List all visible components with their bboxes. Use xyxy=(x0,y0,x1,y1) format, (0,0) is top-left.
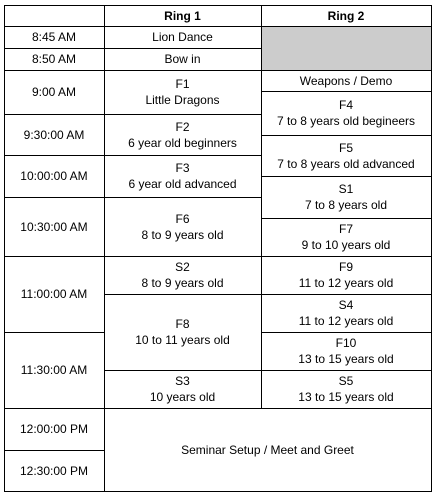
time-cell: 8:50 AM xyxy=(31,52,77,66)
ring2-event xyxy=(261,218,431,256)
time-cell: 11:30:00 AM xyxy=(20,363,88,377)
grid-line xyxy=(4,155,261,156)
event-description: 6 year old beginners xyxy=(128,135,237,150)
ring2-event xyxy=(261,135,431,176)
grid-line xyxy=(4,491,432,492)
grid-line xyxy=(4,408,432,409)
grid-line xyxy=(261,5,262,409)
grid-line xyxy=(104,5,105,492)
ring1-event xyxy=(104,114,261,155)
event-code: F4 xyxy=(338,98,353,112)
time-cell: 12:30:00 PM xyxy=(19,463,89,478)
event-code: F10 xyxy=(335,336,357,350)
ring2-event xyxy=(261,256,431,294)
grid-line xyxy=(104,294,261,295)
time-cell: 8:45 AM xyxy=(31,30,77,44)
event-description: 7 to 8 years old advanced xyxy=(277,156,415,171)
ring2-event xyxy=(261,370,431,408)
event-description: 13 to 15 years old xyxy=(298,390,394,404)
event-code: S2 xyxy=(175,260,190,274)
event-description: 9 to 10 years old xyxy=(301,238,391,252)
ring1-event xyxy=(104,48,261,70)
event-name: Bow in xyxy=(164,52,201,66)
event-description: 10 years old xyxy=(149,390,216,404)
time-cell: 11:00:00 AM xyxy=(20,287,88,301)
grid-line xyxy=(261,370,432,371)
ring2-event xyxy=(261,294,431,332)
grid-line xyxy=(4,197,261,198)
event-code: F7 xyxy=(338,222,353,236)
time-cell: 9:00 AM xyxy=(31,85,77,99)
ring1-event xyxy=(104,155,261,197)
event-code: F8 xyxy=(175,317,190,331)
event-description: 8 to 9 years old xyxy=(141,227,224,242)
ring1-event xyxy=(104,26,261,48)
ring1-event xyxy=(104,70,261,114)
event-code: S4 xyxy=(338,298,354,312)
event-name: Lion Dance xyxy=(152,30,213,44)
event-description: 7 to 8 years old begineers xyxy=(276,114,416,128)
event-code: F1 xyxy=(175,77,190,91)
time-cell: 9:30:00 AM xyxy=(23,127,85,142)
ring2-event xyxy=(261,70,431,91)
grid-line xyxy=(261,218,432,219)
event-description: 11 to 12 years old xyxy=(298,314,394,328)
time-cell: 10:30:00 AM xyxy=(20,219,88,234)
event-code: F6 xyxy=(175,211,190,226)
grid-line xyxy=(261,135,432,136)
event-code: S5 xyxy=(338,374,354,388)
event-description: 6 year old advanced xyxy=(128,177,237,191)
time-cell: 12:00:00 PM xyxy=(19,422,89,436)
event-description: 10 to 11 years old xyxy=(135,333,230,347)
grid-line xyxy=(261,176,432,177)
event-code: S1 xyxy=(338,182,354,196)
grid-line xyxy=(261,332,432,333)
ring1-event xyxy=(104,256,261,294)
ring1-event xyxy=(104,197,261,256)
ring2-empty-shaded-cell xyxy=(261,26,431,70)
header-ring-1: Ring 1 xyxy=(164,9,201,23)
event-description: Little Dragons xyxy=(145,93,220,107)
event-code: F2 xyxy=(175,119,190,134)
ring1-event xyxy=(104,294,261,370)
ring1-event xyxy=(104,370,261,408)
header-time xyxy=(4,6,104,26)
grid-line xyxy=(104,370,261,371)
event-code: F3 xyxy=(175,161,190,175)
grid-line xyxy=(4,450,104,451)
event-description: 7 to 8 years old xyxy=(304,198,388,212)
ring2-event xyxy=(261,91,431,135)
event-description: 13 to 15 years old xyxy=(298,352,394,366)
ring2-event xyxy=(261,176,431,218)
grid-line xyxy=(4,256,432,257)
header-ring-2: Ring 2 xyxy=(327,9,365,23)
grid-line xyxy=(4,48,261,49)
grid-line xyxy=(4,70,432,71)
event-description: 8 to 9 years old xyxy=(141,276,224,290)
grid-line xyxy=(4,5,432,6)
event-description: 11 to 12 years old xyxy=(298,276,394,290)
grid-line xyxy=(4,5,5,492)
event-code: F9 xyxy=(338,260,353,274)
grid-line xyxy=(261,91,432,92)
event-code: S3 xyxy=(175,374,190,388)
event-name: Weapons / Demo xyxy=(299,73,393,88)
grid-line xyxy=(261,294,432,295)
grid-line xyxy=(4,26,432,27)
time-cell: 10:00:00 AM xyxy=(20,169,88,183)
seminar-cell: Seminar Setup / Meet and Greet xyxy=(181,442,354,457)
grid-line xyxy=(4,114,261,115)
event-code: F5 xyxy=(338,140,353,155)
grid-line xyxy=(4,332,104,333)
grid-line xyxy=(431,5,432,492)
ring2-event xyxy=(261,332,431,370)
